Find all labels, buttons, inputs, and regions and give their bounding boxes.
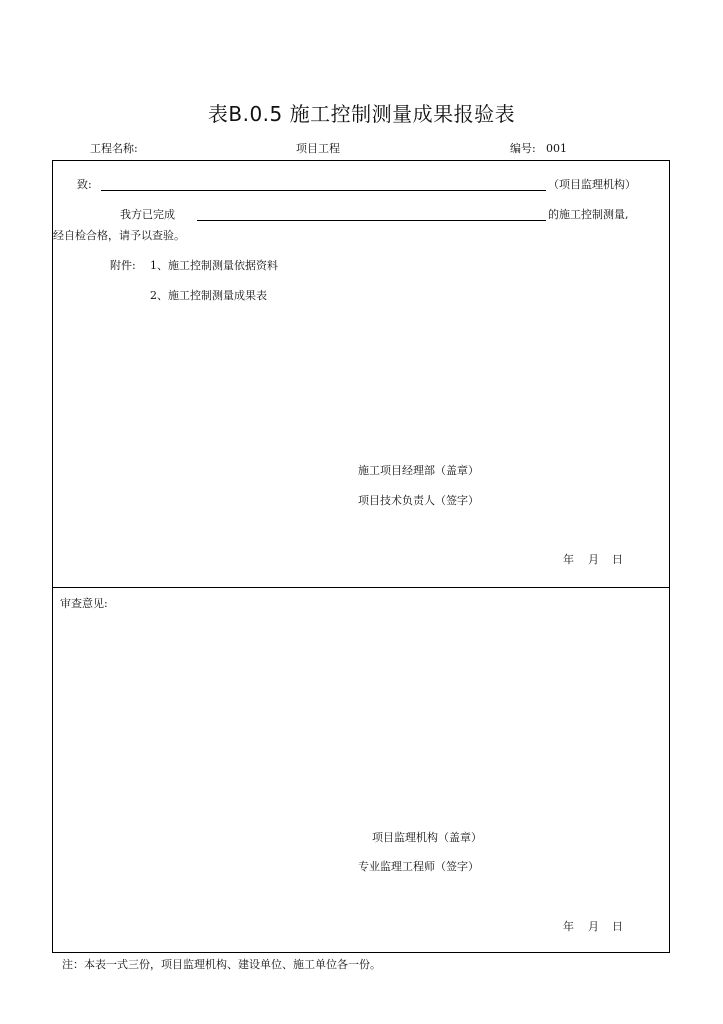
recipient-suffix: （项目监理机构） [548, 178, 636, 191]
tech-lead-signature: 项目技术负责人（签字） [358, 494, 479, 507]
project-name-label: 工程名称: [90, 142, 138, 155]
completed-prefix: 我方已完成 [120, 208, 175, 221]
section-divider [52, 587, 670, 588]
date-day-2: 日 [612, 920, 623, 933]
date-year-1: 年 [563, 553, 574, 566]
completed-item-line[interactable] [197, 220, 546, 221]
review-opinion-area[interactable] [60, 614, 660, 814]
date-month-1: 月 [588, 553, 599, 566]
footnote: 注：本表一式三份，项目监理机构、建设单位、施工单位各一份。 [62, 958, 381, 971]
date-month-2: 月 [588, 920, 599, 933]
form-title: 表B.0.5 施工控制测量成果报验表 [207, 102, 516, 126]
attachment-item-2: 2、施工控制测量成果表 [150, 289, 267, 302]
attachment-item-1: 1、施工控制测量依据资料 [150, 259, 278, 272]
review-opinion-label: 审查意见: [60, 597, 108, 610]
recipient-line[interactable] [101, 190, 546, 191]
completed-suffix: 的施工控制测量, [548, 208, 629, 221]
date-year-2: 年 [563, 920, 574, 933]
self-check-statement: 经自检合格，请予以查验。 [53, 229, 185, 242]
supervision-org-seal: 项目监理机构（盖章） [372, 831, 482, 844]
project-name-value: 项目工程 [296, 142, 340, 155]
attachment-label: 附件: [110, 259, 136, 272]
form-box [52, 160, 670, 953]
form-number-label: 编号: [510, 142, 536, 155]
supervising-engineer-signature: 专业监理工程师（签字） [358, 860, 479, 873]
date-day-1: 日 [612, 553, 623, 566]
contractor-dept-seal: 施工项目经理部（盖章） [358, 464, 479, 477]
to-label: 致: [77, 178, 92, 191]
form-number-value: 001 [546, 142, 567, 155]
